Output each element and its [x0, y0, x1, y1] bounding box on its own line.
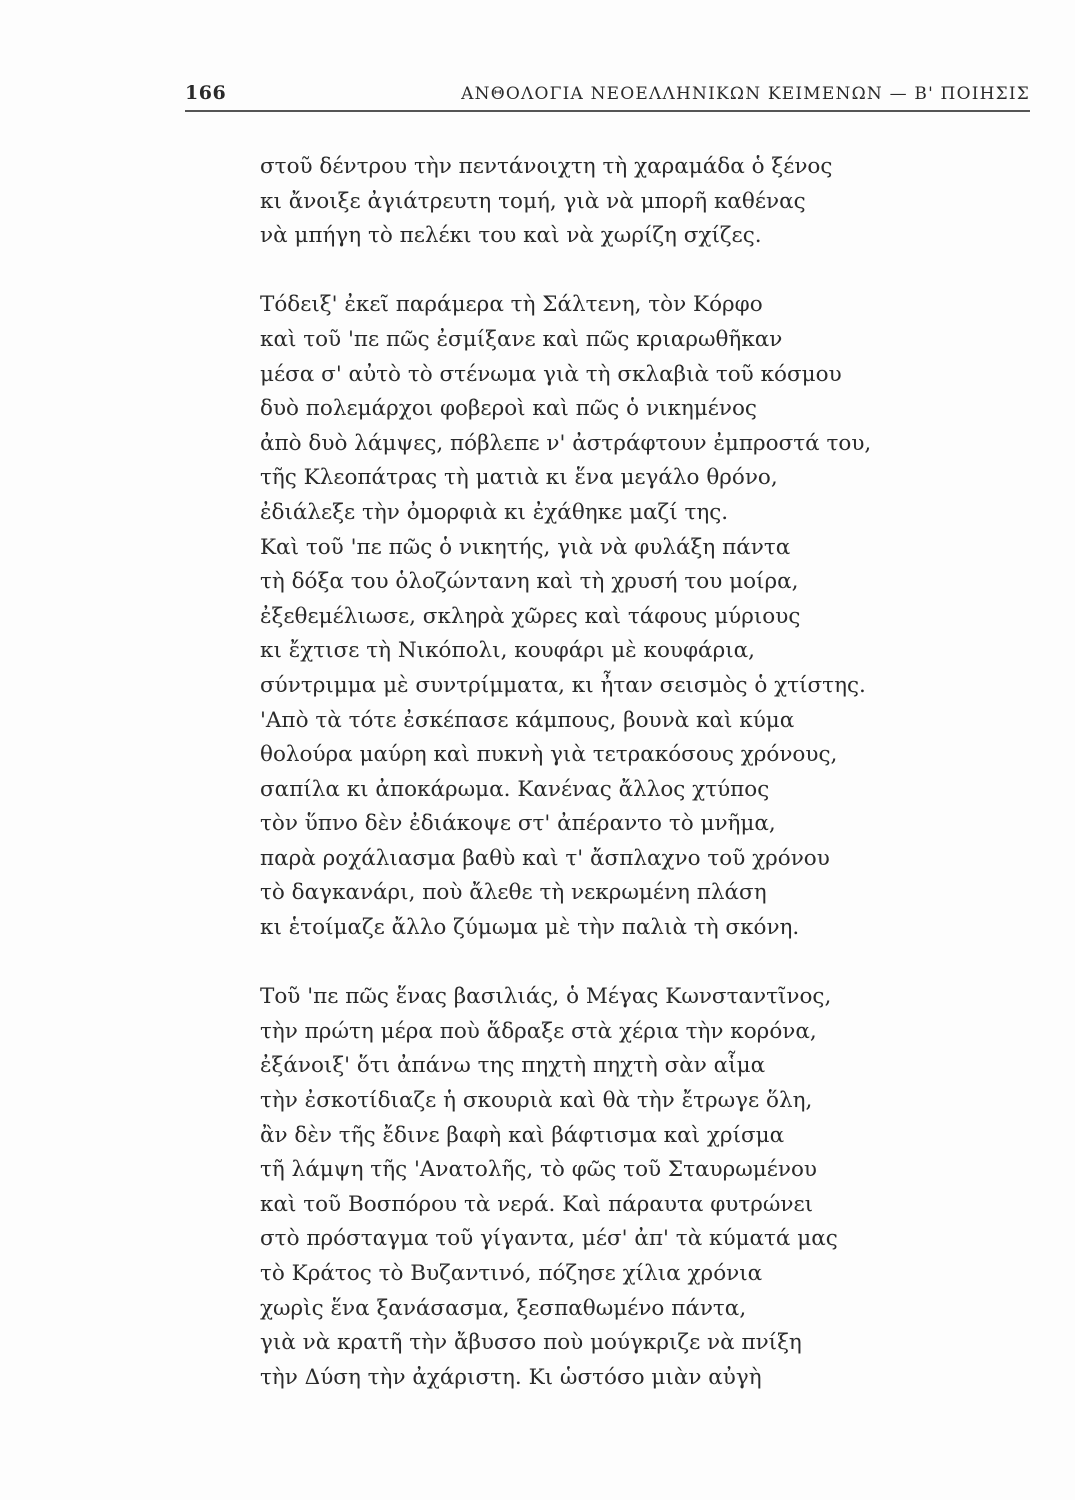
stanza	[260, 150, 980, 254]
verse-line: ἐδιάλεξε τὴν ὀμορφιὰ κι ἐχάθηκε μαζί της.	[260, 499, 729, 525]
stanza-break	[260, 254, 980, 289]
verse-line: Καὶ τοῦ 'πε πῶς ὁ νικητής, γιὰ νὰ φυλάξη πάντα	[260, 534, 791, 560]
verse-line: 'Απὸ τὰ τότε ἐσκέπασε κάμπους, βουνὰ καὶ κύμα	[260, 707, 795, 733]
verse-line: ἐξάνοιξ' ὅτι ἀπάνω της πηχτὴ πηχτὴ σὰν αἷμα	[260, 1053, 766, 1079]
verse-line: κι ἔχτισε τὴ Νικόπολι, κουφάρι μὲ κουφάρια,	[260, 638, 755, 664]
verse-line: Τοῦ 'πε πῶς ἕνας βασιλιάς, ὁ Μέγας Κωνσταντῖνος,	[260, 984, 832, 1010]
verse-line: σαπίλα κι ἀποκάρωμα. Κανένας ἄλλος χτύπος	[260, 776, 770, 802]
verse-line: κι ἄνοιξε ἀγιάτρευτη τομή, γιὰ νὰ μπορῆ καθένας	[260, 188, 806, 214]
verse-line: στοῦ δέντρου τὴν πεντάνοιχτη τὴ χαραμάδα ὁ ξένος	[260, 154, 833, 179]
verse-line: τὸ Κράτος τὸ Βυζαντινό, πόζησε χίλια χρόνια	[260, 1261, 763, 1286]
verse-line: δυὸ πολεμάρχοι φοβεροὶ καὶ πῶς ὁ νικημένος	[260, 396, 757, 422]
page-number: 166	[185, 82, 227, 104]
verse-line: τὴν πρώτη μέρα ποὺ ἅδραξε στὰ χέρια τὴν κορόνα,	[260, 1018, 817, 1044]
verse-line: χωρὶς ἕνα ξανάσασμα, ξεσπαθωμένο πάντα,	[260, 1295, 747, 1321]
verse-line: ἂν δὲν τῆς ἔδινε βαφὴ καὶ βάφτισμα καὶ χρίσμα	[260, 1122, 785, 1148]
verse-line: τὸν ὕπνο δὲν ἐδιάκοψε στ' ἀπέραντο τὸ μνῆμα,	[260, 811, 776, 837]
stanza	[260, 288, 980, 945]
stanza-break	[260, 946, 980, 981]
verse-line: Τόδειξ' ἐκεῖ παράμερα τὴ Σάλτενη, τὸν Κόρφο	[260, 292, 763, 318]
verse-line: τῆ λάμψη τῆς 'Ανατολῆς, τὸ φῶς τοῦ Σταυρωμένου	[260, 1157, 817, 1183]
verse-line: καὶ τοῦ Βοσπόρου τὰ νερά. Καὶ πάραυτα φυτρώνει	[260, 1191, 814, 1217]
poem-body	[260, 150, 980, 1395]
verse-line: τὴν ἐσκοτίδιαζε ἡ σκουριὰ καὶ θὰ τὴν ἔτρωγε ὅλη,	[260, 1088, 813, 1114]
stanza	[260, 980, 980, 1395]
verse-line: μέσα σ' αὐτὸ τὸ στένωμα γιὰ τὴ σκλαβιὰ τοῦ κόσμου	[260, 361, 842, 387]
verse-line: θολούρα μαύρη καὶ πυκνὴ γιὰ τετρακόσους χρόνους,	[260, 742, 838, 768]
verse-line: νὰ μπήγη τὸ πελέκι του καὶ νὰ χωρίζη σχίζες.	[260, 223, 762, 249]
verse-line: τὴ δόξα του ὁλοζώντανη καὶ τὴ χρυσή του μοίρα,	[260, 569, 799, 595]
verse-line: παρὰ ροχάλιασμα βαθὺ καὶ τ' ἄσπλαχνο τοῦ χρόνου	[260, 845, 830, 871]
verse-line: κι ἑτοίμαζε ἄλλο ζύμωμα μὲ τὴν παλιὰ τὴ σκόνη.	[260, 915, 800, 941]
verse-line: ἐξεθεμέλιωσε, σκληρὰ χῶρες καὶ τάφους μύριους	[260, 603, 801, 629]
verse-line: τὸ δαγκανάρι, ποὺ ἄλεθε τὴ νεκρωμένη πλάση	[260, 880, 767, 906]
verse-line: σύντριμμα μὲ συντρίμματα, κι ἦταν σεισμὸς ὁ χτίστης.	[260, 672, 866, 698]
running-header	[185, 80, 1030, 112]
verse-line: καὶ τοῦ 'πε πῶς ἐσμίξανε καὶ πῶς κριαρωθῆκαν	[260, 326, 783, 352]
verse-line: τῆς Κλεοπάτρας τὴ ματιὰ κι ἕνα μεγάλο θρόνο,	[260, 465, 778, 491]
running-title: ΑΝΘΟΛΟΓΙΑ ΝΕΟΕΛΛΗΝΙΚΩΝ ΚΕΙΜΕΝΩΝ — Β' ΠΟΙΗΣΙΣ	[461, 84, 1030, 104]
verse-line: τὴν Δύση τὴν ἀχάριστη. Κι ὡστόσο μιὰν αὐγὴ	[260, 1364, 762, 1390]
verse-line: ἀπὸ δυὸ λάμψες, πόβλεπε ν' ἀστράφτουν ἐμπροστά του,	[260, 430, 872, 456]
verse-line: γιὰ νὰ κρατῆ τὴν ἄβυσσο ποὺ μούγκριζε νὰ πνίξη	[260, 1330, 802, 1356]
verse-line: στὸ πρόσταγμα τοῦ γίγαντα, μέσ' ἀπ' τὰ κύματά μας	[260, 1226, 838, 1252]
